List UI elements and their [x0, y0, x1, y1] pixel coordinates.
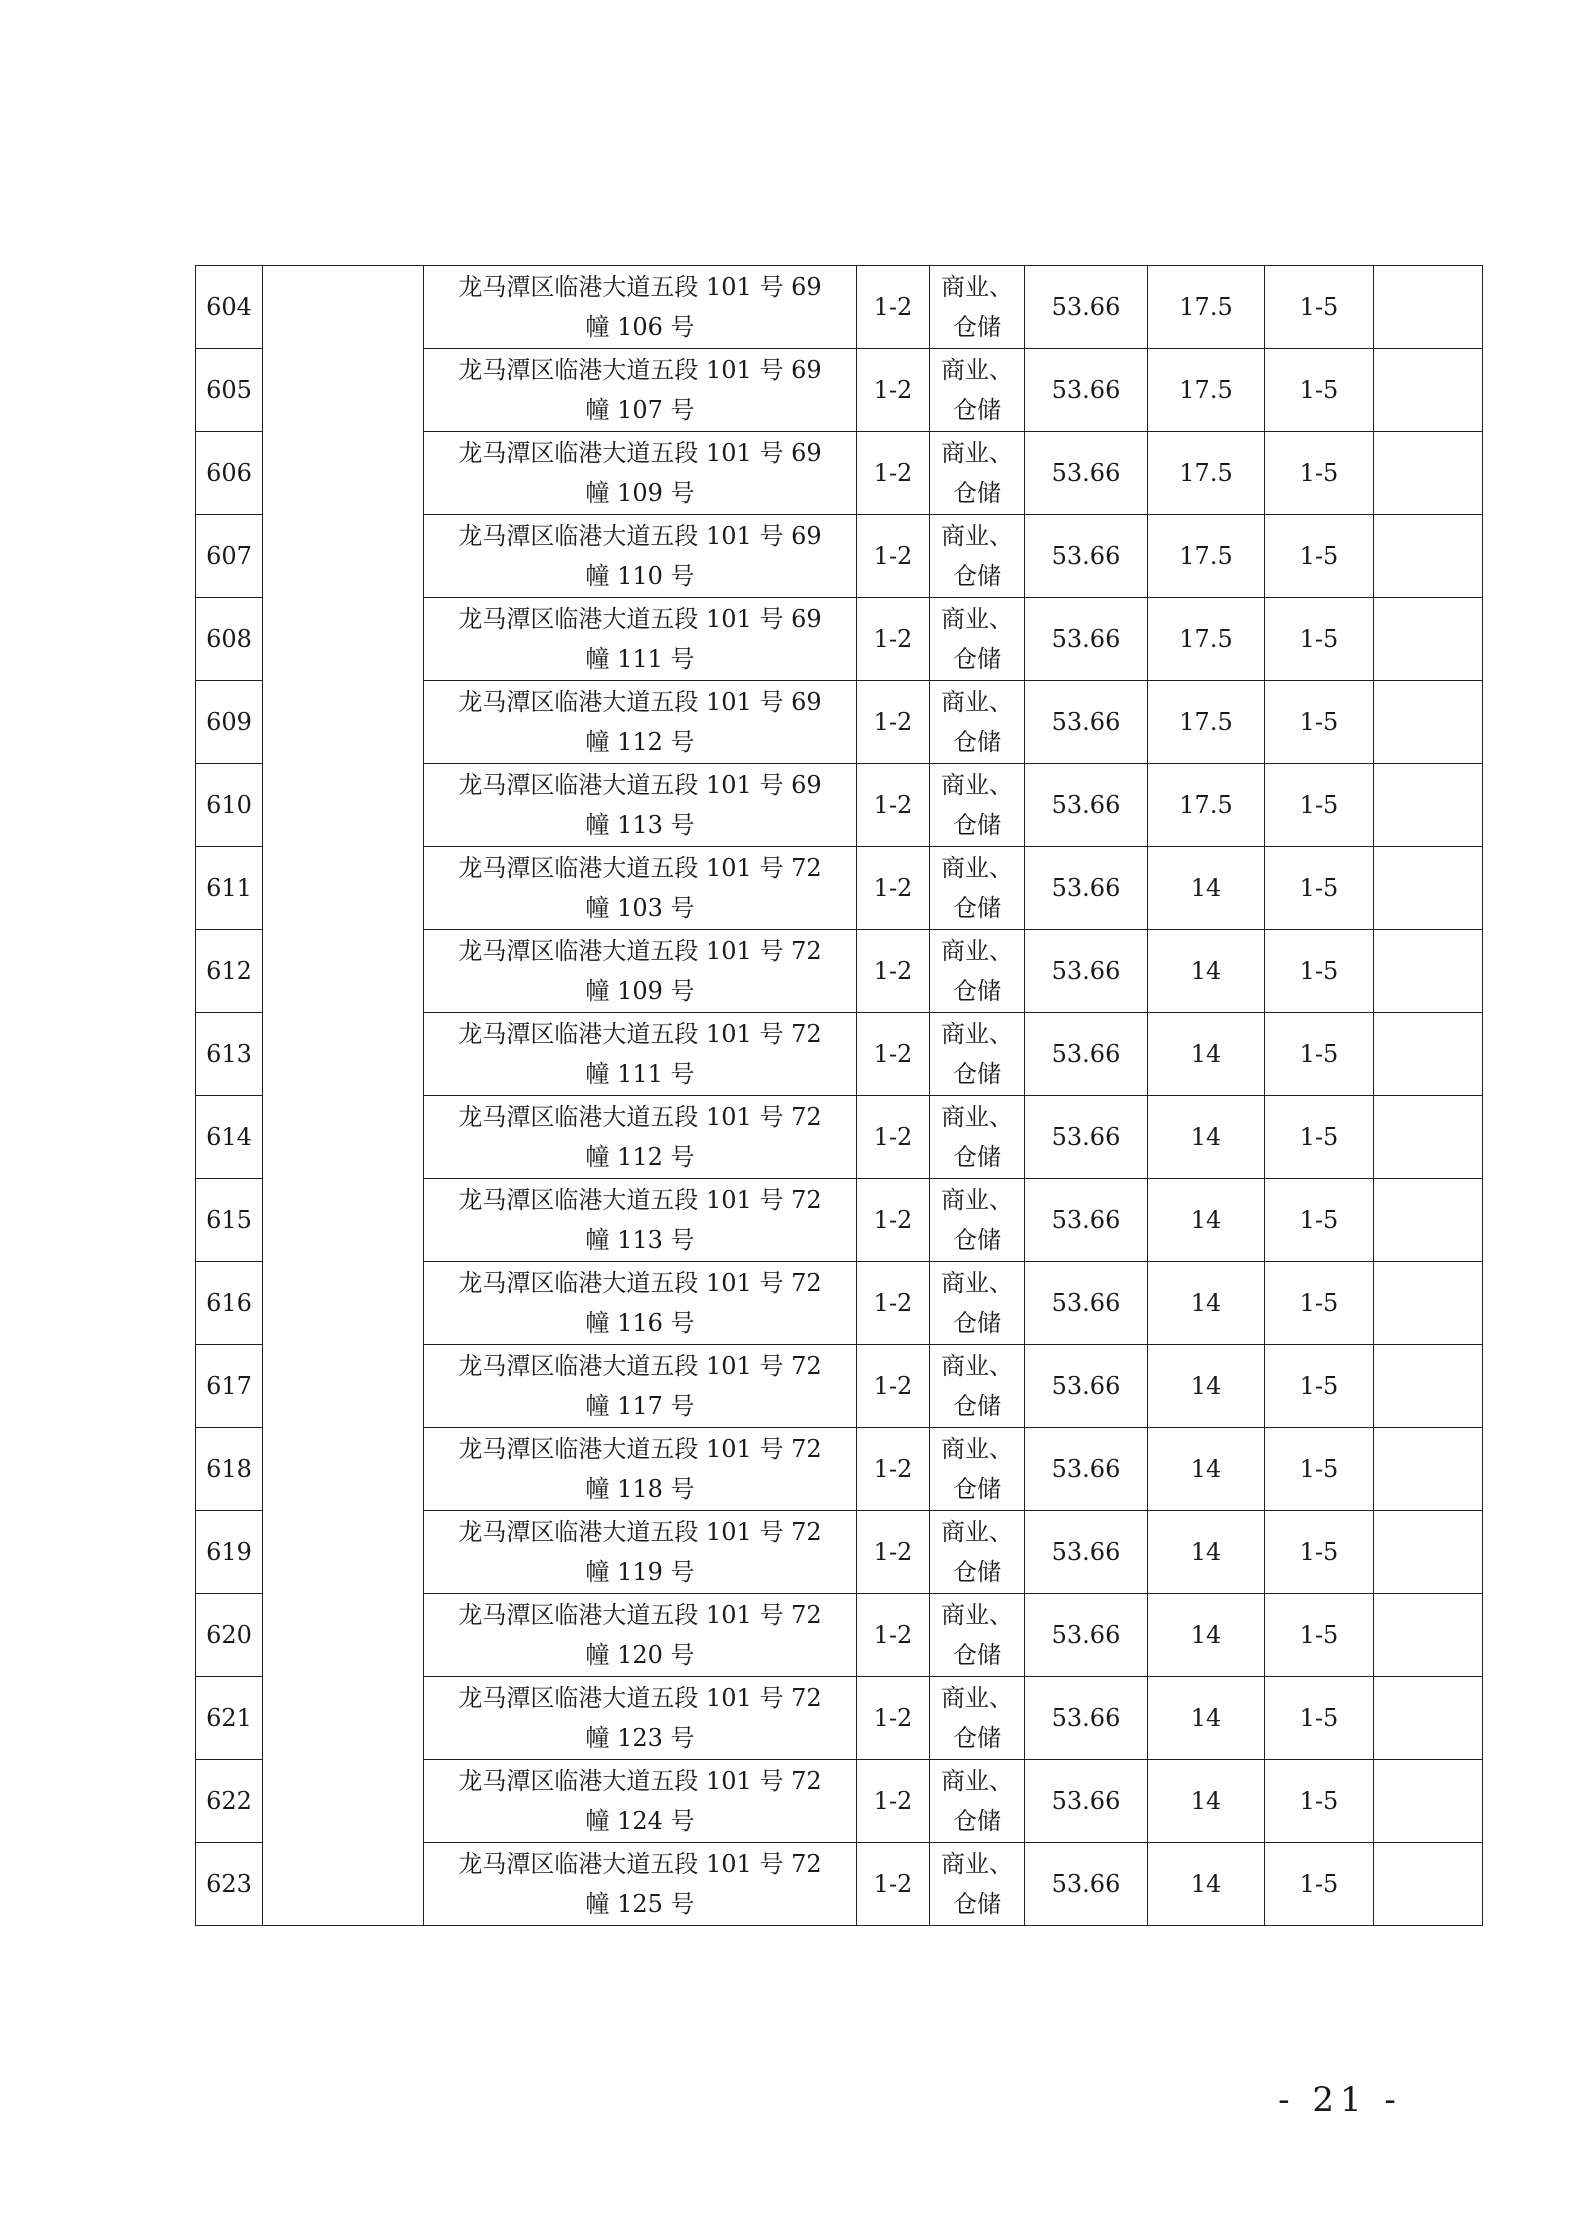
empty-cell	[263, 1262, 424, 1345]
row-number-cell: 621	[196, 1677, 263, 1760]
use-cell	[930, 432, 1025, 515]
use-cell	[930, 764, 1025, 847]
location-line: 幢 106 号	[585, 313, 695, 341]
location-line: 龙马潭区临港大道五段 101 号 72	[458, 937, 822, 965]
use-cell	[930, 1345, 1025, 1428]
table-row	[196, 598, 1483, 681]
location-line: 幢 103 号	[585, 894, 695, 922]
use-line: 商业、	[941, 1850, 1013, 1878]
table-row	[196, 266, 1483, 349]
area-cell: 53.66	[1025, 1096, 1148, 1179]
use-line: 仓储	[953, 562, 1001, 590]
use-cell	[930, 515, 1025, 598]
ratio-cell: 1-5	[1265, 598, 1374, 681]
location-line: 龙马潭区临港大道五段 101 号 72	[458, 1352, 822, 1380]
use-cell	[930, 1594, 1025, 1677]
location-line: 幢 123 号	[585, 1724, 695, 1752]
area-cell: 53.66	[1025, 847, 1148, 930]
location-line: 龙马潭区临港大道五段 101 号 72	[458, 1684, 822, 1712]
use-line: 仓储	[953, 811, 1001, 839]
years-cell: 14	[1148, 1262, 1265, 1345]
use-cell	[930, 1096, 1025, 1179]
use-line: 商业、	[941, 1435, 1013, 1463]
location-cell	[424, 266, 857, 349]
note-cell	[1374, 681, 1483, 764]
row-number-cell: 616	[196, 1262, 263, 1345]
use-line: 仓储	[953, 1558, 1001, 1586]
empty-cell	[263, 1511, 424, 1594]
row-number-cell: 622	[196, 1760, 263, 1843]
area-cell: 53.66	[1025, 1843, 1148, 1926]
location-cell	[424, 1594, 857, 1677]
years-cell: 14	[1148, 1428, 1265, 1511]
location-cell	[424, 1345, 857, 1428]
use-line: 仓储	[953, 313, 1001, 341]
use-line: 商业、	[941, 1684, 1013, 1712]
area-cell: 53.66	[1025, 930, 1148, 1013]
use-cell	[930, 681, 1025, 764]
row-number-cell: 604	[196, 266, 263, 349]
floor-cell: 1-2	[857, 1345, 930, 1428]
use-line: 商业、	[941, 439, 1013, 467]
location-line: 幢 124 号	[585, 1807, 695, 1835]
years-cell: 14	[1148, 1345, 1265, 1428]
years-cell: 17.5	[1148, 432, 1265, 515]
use-line: 仓储	[953, 894, 1001, 922]
location-line: 幢 119 号	[585, 1558, 695, 1586]
ratio-cell: 1-5	[1265, 1677, 1374, 1760]
row-number-cell: 607	[196, 515, 263, 598]
location-line: 幢 111 号	[585, 645, 695, 673]
use-cell	[930, 1511, 1025, 1594]
empty-cell	[263, 1428, 424, 1511]
table-row	[196, 847, 1483, 930]
use-line: 商业、	[941, 937, 1013, 965]
note-cell	[1374, 1843, 1483, 1926]
note-cell	[1374, 1428, 1483, 1511]
years-cell: 17.5	[1148, 515, 1265, 598]
location-line: 龙马潭区临港大道五段 101 号 72	[458, 1103, 822, 1131]
use-cell	[930, 1760, 1025, 1843]
note-cell	[1374, 349, 1483, 432]
use-line: 商业、	[941, 1186, 1013, 1214]
ratio-cell: 1-5	[1265, 681, 1374, 764]
floor-cell: 1-2	[857, 1760, 930, 1843]
ratio-cell: 1-5	[1265, 1428, 1374, 1511]
row-number-cell: 612	[196, 930, 263, 1013]
area-cell: 53.66	[1025, 1345, 1148, 1428]
use-cell	[930, 1428, 1025, 1511]
use-line: 商业、	[941, 688, 1013, 716]
use-cell	[930, 1013, 1025, 1096]
empty-cell	[263, 515, 424, 598]
location-line: 幢 116 号	[585, 1309, 695, 1337]
area-cell: 53.66	[1025, 1179, 1148, 1262]
years-cell: 17.5	[1148, 266, 1265, 349]
use-cell	[930, 1843, 1025, 1926]
use-cell	[930, 930, 1025, 1013]
use-line: 仓储	[953, 977, 1001, 1005]
use-line: 商业、	[941, 1103, 1013, 1131]
area-cell: 53.66	[1025, 349, 1148, 432]
use-line: 仓储	[953, 1724, 1001, 1752]
area-cell: 53.66	[1025, 432, 1148, 515]
location-cell	[424, 1428, 857, 1511]
years-cell: 17.5	[1148, 764, 1265, 847]
location-cell	[424, 847, 857, 930]
area-cell: 53.66	[1025, 515, 1148, 598]
empty-cell	[263, 847, 424, 930]
note-cell	[1374, 1262, 1483, 1345]
table-row	[196, 1677, 1483, 1760]
empty-cell	[263, 1843, 424, 1926]
note-cell	[1374, 1511, 1483, 1594]
location-line: 幢 112 号	[585, 1143, 695, 1171]
use-line: 仓储	[953, 645, 1001, 673]
floor-cell: 1-2	[857, 1428, 930, 1511]
note-cell	[1374, 1677, 1483, 1760]
floor-cell: 1-2	[857, 1594, 930, 1677]
empty-cell	[263, 349, 424, 432]
location-line: 幢 118 号	[585, 1475, 695, 1503]
use-line: 商业、	[941, 1767, 1013, 1795]
use-line: 商业、	[941, 1352, 1013, 1380]
years-cell: 17.5	[1148, 681, 1265, 764]
area-cell: 53.66	[1025, 1428, 1148, 1511]
row-number-cell: 614	[196, 1096, 263, 1179]
empty-cell	[263, 930, 424, 1013]
empty-cell	[263, 1013, 424, 1096]
use-line: 仓储	[953, 396, 1001, 424]
use-line: 商业、	[941, 771, 1013, 799]
use-cell	[930, 1179, 1025, 1262]
row-number-cell: 609	[196, 681, 263, 764]
row-number-cell: 611	[196, 847, 263, 930]
location-cell	[424, 1843, 857, 1926]
empty-cell	[263, 598, 424, 681]
note-cell	[1374, 847, 1483, 930]
use-cell	[930, 847, 1025, 930]
floor-cell: 1-2	[857, 515, 930, 598]
note-cell	[1374, 1013, 1483, 1096]
location-line: 幢 109 号	[585, 977, 695, 1005]
location-line: 龙马潭区临港大道五段 101 号 72	[458, 1269, 822, 1297]
use-line: 仓储	[953, 1060, 1001, 1088]
location-cell	[424, 1511, 857, 1594]
location-line: 幢 110 号	[585, 562, 695, 590]
years-cell: 14	[1148, 1760, 1265, 1843]
location-cell	[424, 515, 857, 598]
table-row	[196, 681, 1483, 764]
ratio-cell: 1-5	[1265, 1262, 1374, 1345]
use-cell	[930, 1677, 1025, 1760]
row-number-cell: 620	[196, 1594, 263, 1677]
table-row	[196, 1345, 1483, 1428]
years-cell: 14	[1148, 1594, 1265, 1677]
area-cell: 53.66	[1025, 1677, 1148, 1760]
table-row	[196, 349, 1483, 432]
area-cell: 53.66	[1025, 1262, 1148, 1345]
use-line: 仓储	[953, 1226, 1001, 1254]
location-cell	[424, 1179, 857, 1262]
location-cell	[424, 1262, 857, 1345]
use-line: 仓储	[953, 1392, 1001, 1420]
use-line: 商业、	[941, 854, 1013, 882]
area-cell: 53.66	[1025, 598, 1148, 681]
table-row	[196, 1013, 1483, 1096]
row-number-cell: 619	[196, 1511, 263, 1594]
years-cell: 17.5	[1148, 598, 1265, 681]
ratio-cell: 1-5	[1265, 930, 1374, 1013]
ratio-cell: 1-5	[1265, 515, 1374, 598]
location-cell	[424, 681, 857, 764]
empty-cell	[263, 1345, 424, 1428]
floor-cell: 1-2	[857, 1677, 930, 1760]
use-line: 商业、	[941, 605, 1013, 633]
use-cell	[930, 1262, 1025, 1345]
location-line: 幢 109 号	[585, 479, 695, 507]
use-line: 商业、	[941, 356, 1013, 384]
row-number-cell: 615	[196, 1179, 263, 1262]
note-cell	[1374, 1179, 1483, 1262]
table-row	[196, 1760, 1483, 1843]
empty-cell	[263, 1096, 424, 1179]
area-cell: 53.66	[1025, 764, 1148, 847]
note-cell	[1374, 1096, 1483, 1179]
empty-cell	[263, 1760, 424, 1843]
use-line: 仓储	[953, 1890, 1001, 1918]
location-cell	[424, 1677, 857, 1760]
use-line: 仓储	[953, 1309, 1001, 1337]
location-line: 龙马潭区临港大道五段 101 号 72	[458, 1601, 822, 1629]
floor-cell: 1-2	[857, 1262, 930, 1345]
years-cell: 14	[1148, 1013, 1265, 1096]
years-cell: 14	[1148, 930, 1265, 1013]
table-row	[196, 1179, 1483, 1262]
years-cell: 14	[1148, 1511, 1265, 1594]
empty-cell	[263, 1677, 424, 1760]
years-cell: 17.5	[1148, 349, 1265, 432]
note-cell	[1374, 266, 1483, 349]
years-cell: 14	[1148, 1179, 1265, 1262]
table-row	[196, 930, 1483, 1013]
table-row	[196, 1096, 1483, 1179]
ratio-cell: 1-5	[1265, 847, 1374, 930]
area-cell: 53.66	[1025, 681, 1148, 764]
area-cell: 53.66	[1025, 1760, 1148, 1843]
note-cell	[1374, 432, 1483, 515]
table-row	[196, 515, 1483, 598]
note-cell	[1374, 1760, 1483, 1843]
empty-cell	[263, 1594, 424, 1677]
location-line: 龙马潭区临港大道五段 101 号 72	[458, 854, 822, 882]
empty-cell	[263, 266, 424, 349]
row-number-cell: 605	[196, 349, 263, 432]
ratio-cell: 1-5	[1265, 1511, 1374, 1594]
ratio-cell: 1-5	[1265, 1594, 1374, 1677]
area-cell: 53.66	[1025, 266, 1148, 349]
use-cell	[930, 598, 1025, 681]
ratio-cell: 1-5	[1265, 1179, 1374, 1262]
table-row	[196, 764, 1483, 847]
use-line: 商业、	[941, 1020, 1013, 1048]
location-cell	[424, 1013, 857, 1096]
use-line: 仓储	[953, 479, 1001, 507]
location-line: 龙马潭区临港大道五段 101 号 69	[458, 356, 822, 384]
ratio-cell: 1-5	[1265, 1843, 1374, 1926]
floor-cell: 1-2	[857, 930, 930, 1013]
location-cell	[424, 930, 857, 1013]
use-line: 仓储	[953, 1807, 1001, 1835]
note-cell	[1374, 1594, 1483, 1677]
empty-cell	[263, 764, 424, 847]
note-cell	[1374, 1345, 1483, 1428]
ratio-cell: 1-5	[1265, 266, 1374, 349]
table-body	[196, 266, 1483, 1926]
area-cell: 53.66	[1025, 1511, 1148, 1594]
location-line: 龙马潭区临港大道五段 101 号 72	[458, 1518, 822, 1546]
row-number-cell: 606	[196, 432, 263, 515]
location-line: 幢 107 号	[585, 396, 695, 424]
location-line: 龙马潭区临港大道五段 101 号 72	[458, 1850, 822, 1878]
use-line: 仓储	[953, 1641, 1001, 1669]
location-line: 龙马潭区临港大道五段 101 号 69	[458, 273, 822, 301]
row-number-cell: 613	[196, 1013, 263, 1096]
years-cell: 14	[1148, 1843, 1265, 1926]
location-line: 幢 113 号	[585, 1226, 695, 1254]
location-line: 幢 113 号	[585, 811, 695, 839]
row-number-cell: 608	[196, 598, 263, 681]
note-cell	[1374, 598, 1483, 681]
area-cell: 53.66	[1025, 1013, 1148, 1096]
area-cell: 53.66	[1025, 1594, 1148, 1677]
row-number-cell: 610	[196, 764, 263, 847]
floor-cell: 1-2	[857, 598, 930, 681]
row-number-cell: 623	[196, 1843, 263, 1926]
location-cell	[424, 598, 857, 681]
floor-cell: 1-2	[857, 432, 930, 515]
floor-cell: 1-2	[857, 681, 930, 764]
location-line: 幢 117 号	[585, 1392, 695, 1420]
use-cell	[930, 349, 1025, 432]
use-line: 商业、	[941, 1601, 1013, 1629]
ratio-cell: 1-5	[1265, 349, 1374, 432]
table-row	[196, 1428, 1483, 1511]
table-row	[196, 1262, 1483, 1345]
location-line: 龙马潭区临港大道五段 101 号 69	[458, 605, 822, 633]
location-line: 龙马潭区临港大道五段 101 号 69	[458, 439, 822, 467]
floor-cell: 1-2	[857, 1096, 930, 1179]
location-line: 龙马潭区临港大道五段 101 号 72	[458, 1020, 822, 1048]
floor-cell: 1-2	[857, 1013, 930, 1096]
empty-cell	[263, 681, 424, 764]
location-line: 幢 112 号	[585, 728, 695, 756]
empty-cell	[263, 1179, 424, 1262]
location-cell	[424, 764, 857, 847]
ratio-cell: 1-5	[1265, 432, 1374, 515]
floor-cell: 1-2	[857, 1511, 930, 1594]
location-line: 龙马潭区临港大道五段 101 号 72	[458, 1767, 822, 1795]
empty-cell	[263, 432, 424, 515]
ratio-cell: 1-5	[1265, 1096, 1374, 1179]
location-line: 龙马潭区临港大道五段 101 号 69	[458, 771, 822, 799]
ratio-cell: 1-5	[1265, 1345, 1374, 1428]
use-line: 商业、	[941, 273, 1013, 301]
row-number-cell: 617	[196, 1345, 263, 1428]
use-line: 商业、	[941, 1518, 1013, 1546]
floor-cell: 1-2	[857, 349, 930, 432]
location-cell	[424, 1096, 857, 1179]
location-line: 幢 120 号	[585, 1641, 695, 1669]
location-line: 龙马潭区临港大道五段 101 号 69	[458, 522, 822, 550]
years-cell: 14	[1148, 1096, 1265, 1179]
floor-cell: 1-2	[857, 764, 930, 847]
use-cell	[930, 266, 1025, 349]
location-line: 幢 125 号	[585, 1890, 695, 1918]
location-line: 龙马潭区临港大道五段 101 号 69	[458, 688, 822, 716]
ratio-cell: 1-5	[1265, 1760, 1374, 1843]
use-line: 仓储	[953, 728, 1001, 756]
note-cell	[1374, 930, 1483, 1013]
location-cell	[424, 1760, 857, 1843]
note-cell	[1374, 764, 1483, 847]
years-cell: 14	[1148, 847, 1265, 930]
table-row	[196, 1843, 1483, 1926]
use-line: 商业、	[941, 1269, 1013, 1297]
ratio-cell: 1-5	[1265, 1013, 1374, 1096]
years-cell: 14	[1148, 1677, 1265, 1760]
floor-cell: 1-2	[857, 847, 930, 930]
use-line: 商业、	[941, 522, 1013, 550]
use-line: 仓储	[953, 1475, 1001, 1503]
table-row	[196, 1511, 1483, 1594]
location-line: 龙马潭区临港大道五段 101 号 72	[458, 1186, 822, 1214]
location-cell	[424, 432, 857, 515]
land-parcel-table	[195, 265, 1483, 1926]
table-row	[196, 1594, 1483, 1677]
ratio-cell: 1-5	[1265, 764, 1374, 847]
location-line: 龙马潭区临港大道五段 101 号 72	[458, 1435, 822, 1463]
floor-cell: 1-2	[857, 266, 930, 349]
table-row	[196, 432, 1483, 515]
floor-cell: 1-2	[857, 1179, 930, 1262]
use-line: 仓储	[953, 1143, 1001, 1171]
location-line: 幢 111 号	[585, 1060, 695, 1088]
page-number: - 21 -	[1278, 2080, 1402, 2120]
row-number-cell: 618	[196, 1428, 263, 1511]
floor-cell: 1-2	[857, 1843, 930, 1926]
location-cell	[424, 349, 857, 432]
note-cell	[1374, 515, 1483, 598]
